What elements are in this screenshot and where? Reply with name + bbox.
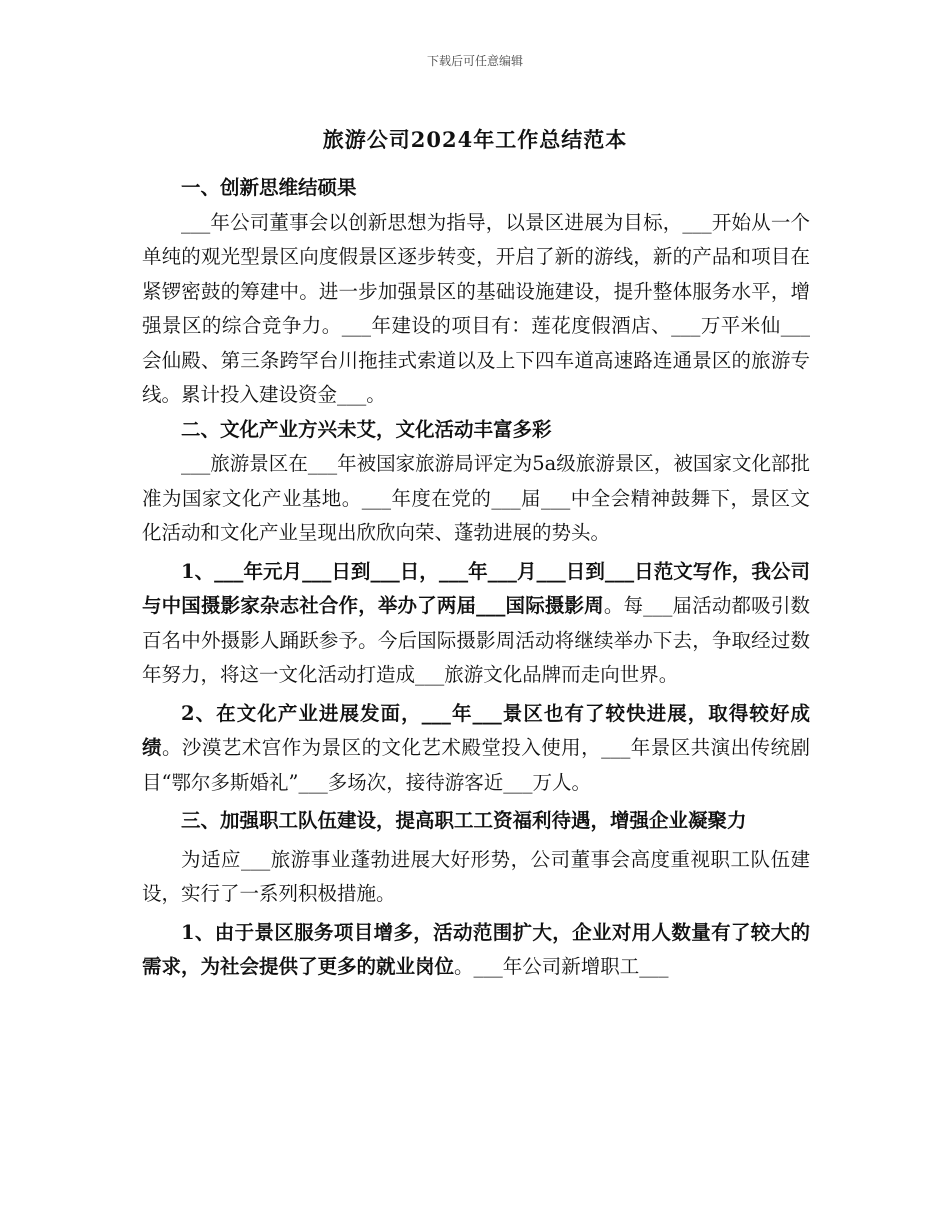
paragraph-6-text: 。___年公司新增职工___ [454, 955, 669, 978]
section-heading-3: 三、加强职工队伍建设，提高职工工资福利待遇，增强企业凝聚力 [181, 809, 747, 832]
paragraph-3-text: 。每___届活动都吸引数百名中外摄影人踊跃参予。今后国际摄影周活动将继续举办下去，争取经过数年努力，将这一文化活动打造成___旅游文化品牌而走向世界。 [142, 594, 810, 686]
paragraph-2: ___旅游景区在___年被国家旅游局评定为5a级旅游景区，被国家文化部批准为国家文化产业基地。___年度在党的___届___中全会精神鼓舞下，景区文化活动和文化产业呈现出欣欣向荣、蓬勃进展的势头。 [142, 452, 810, 544]
paragraph-3 [142, 555, 810, 693]
section-heading-1: 一、创新思维结硕果 [181, 176, 357, 199]
page-header-note: 下载后可任意编辑 [426, 54, 523, 68]
section-heading-2: 二、文化产业方兴未艾，文化活动丰富多彩 [181, 417, 552, 441]
paragraph-4-bold: 2、在文化产业进展发面，___年___景区也有了较快进展，取得较好成绩 [142, 701, 810, 759]
document-body [142, 171, 810, 985]
paragraph-3-bold: 1、___年元月___日到___日，___年___月___日到___日范文写作，我公司与中国摄影家杂志社合作，举办了两届___国际摄影周 [142, 559, 810, 617]
document-title: 旅游公司2024年工作总结范本 [322, 127, 628, 152]
paragraph-5: 为适应___旅游事业蓬勃进展大好形势，公司董事会高度重视职工队伍建设，实行了一系列积极措施。 [142, 847, 810, 905]
paragraph-1: ___年公司董事会以创新思想为指导，以景区进展为目标，___开始从一个单纯的观光型景区向度假景区逐步转变，开启了新的游线，新的产品和项目在紧锣密鼓的筹建中。进一步加强景区的基础设施建设，提升整体服务水平，增强景区的综合竞争力。___年建设的项目有：莲花度假酒店、___万平米仙___会仙殿、第三条跨罕台川拖挂式索道以及上下四车道高速路连通景区的旅游专线。累计投入建设资金___。 [142, 210, 810, 406]
paragraph-4-text: 。沙漠艺术宫作为景区的文化艺术殿堂投入使用，___年景区共演出传统剧目“鄂尔多斯婚礼”___多场次，接待游客近___万人。 [142, 736, 810, 794]
paragraph-6 [142, 916, 810, 985]
paragraph-4 [142, 697, 810, 801]
paragraph-6-bold: 1、由于景区服务项目增多，活动范围扩大，企业对用人数量有了较大的需求，为社会提供了更多的就业岗位 [142, 920, 810, 978]
